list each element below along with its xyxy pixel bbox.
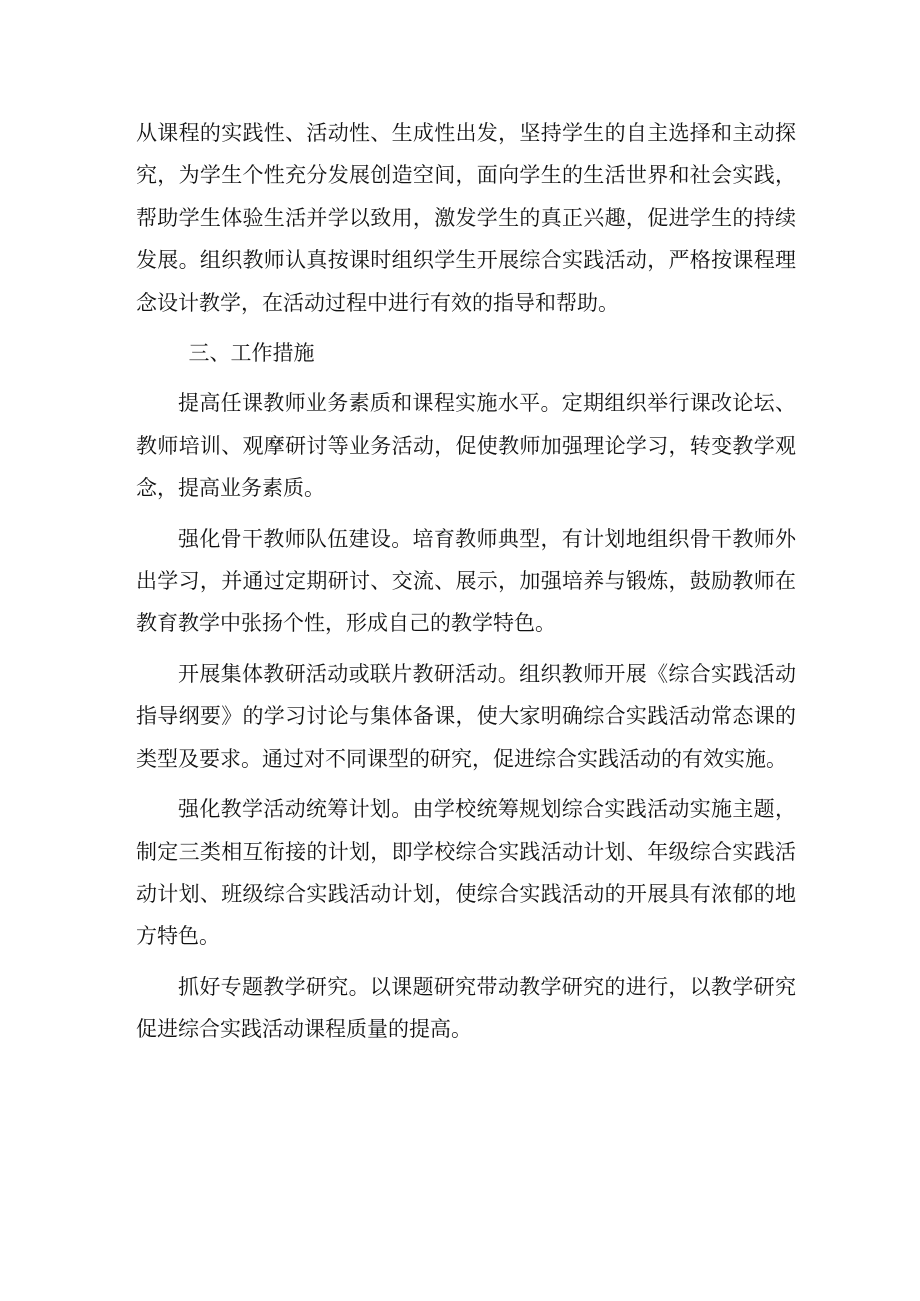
section-heading-work-measures: 三、工作措施 <box>188 341 315 366</box>
document-body <box>136 112 796 1059</box>
paragraph-collective-research: 开展集体教研活动或联片教研活动。组织教师开展《综合实践活动指导纲要》的学习讨论与集体备课，使大家明确综合实践活动常态课的类型及要求。通过对不同课型的研究，促进综合实践活动的有效实施。 <box>136 661 796 771</box>
paragraph-overall-planning: 强化教学活动统筹计划。由学校统筹规划综合实践活动实施主题，制定三类相互衔接的计划，即学校综合实践活动计划、年级综合实践活动计划、班级综合实践活动计划，使综合实践活动的开展具有浓郁的地方特色。 <box>136 797 796 949</box>
paragraph-continuation: 从课程的实践性、活动性、生成性出发，坚持学生的自主选择和主动探究，为学生个性充分发展创造空间，面向学生的生活世界和社会实践，帮助学生体验生活并学以致用，激发学生的真正兴趣，促进学生的持续发展。组织教师认真按课时组织学生开展综合实践活动，严格按课程理念设计教学，在活动过程中进行有效的指导和帮助。 <box>136 121 796 315</box>
paragraph-teacher-quality: 提高任课教师业务素质和课程实施水平。定期组织举行课改论坛、教师培训、观摩研讨等业务活动，促使教师加强理论学习，转变教学观念，提高业务素质。 <box>136 391 796 501</box>
paragraph-backbone-teachers: 强化骨干教师队伍建设。培育教师典型，有计划地组织骨干教师外出学习，并通过定期研讨、交流、展示，加强培养与锻炼，鼓励教师在教育教学中张扬个性，形成自己的教学特色。 <box>136 526 796 636</box>
paragraph-special-research: 抓好专题教学研究。以课题研究带动教学研究的进行，以教学研究促进综合实践活动课程质量的提高。 <box>136 974 796 1042</box>
